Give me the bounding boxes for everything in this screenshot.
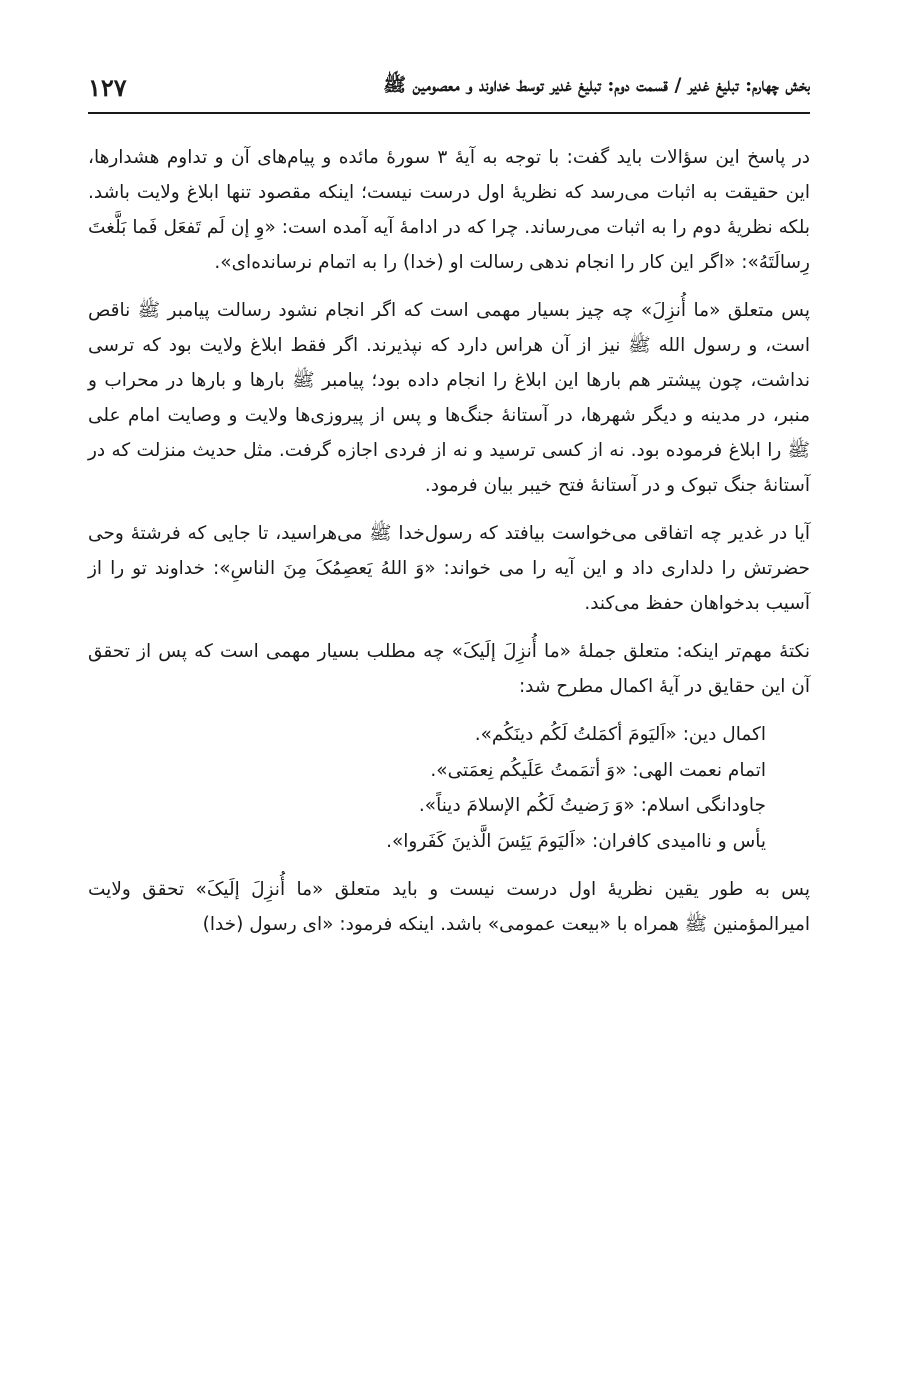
closing-paragraph: پس به طور یقین نظریهٔ اول درست نیست و باید متعلق «ما أُنزِلَ إلَیکَ» تحقق ولایت امیرالمؤمنین ﷺ همراه با «بیعت عمومی» باشد. اینکه فرمود: «ای رسول (خدا) [88,879,810,935]
paragraph: در پاسخ این سؤالات باید گفت: با توجه به آیهٔ ۳ سورهٔ مائده و پیام‌های آن و تداوم هشدارها، این حقیقت به اثبات می‌رسد که نظریهٔ اول درست نیست؛ اینکه مقصود تنها ابلاغ ولایت باشد. بلکه نظریهٔ دوم را به اثبات می‌رساند. چرا که در ادامهٔ آیه آمده است: «وِ إن لَم تَفعَل فَما بَلَّغتَ رِسالَتَهُ»: «اگر این کار را انجام ندهی رسالت او (خدا) را به اتمام نرسانده‌ای». [88,147,810,273]
verse-item: جاودانگی اسلام: «وَ رَضیتُ لَکُم الإسلامَ دیناً». [418,795,766,816]
paragraph: نکتهٔ مهم‌تر اینکه: متعلق جملهٔ «ما أُنزِلَ إلَیکَ» چه مطلب بسیار مهمی است که پس از تحقق آن این حقایق در آیهٔ اکمال مطرح شد: [88,641,810,697]
verse-list [88,717,810,859]
page-header [88,62,810,114]
paragraph: پس متعلق «ما أُنزِلَ» چه چیز بسیار مهمی است که اگر انجام نشود رسالت پیامبر ﷺ ناقص است، و رسول الله ﷺ نیز از آن هراس دارد که نپذیرند. اگر فقط ابلاغ ولایت بود که ترسی نداشت، چون پیشتر هم بارها این ابلاغ را انجام داده بود؛ پیامبر ﷺ بارها و بارها در محراب و منبر، در مدینه و دیگر شهرها، در آستانهٔ جنگ‌ها و پس از پیروزی‌ها ولایت و وصایت امام علی ﷺ را ابلاغ فرموده بود. نه از کسی ترسید و نه از فردی اجازه گرفت. مثل حدیث منزلت که در آستانهٔ جنگ تبوک و در آستانهٔ فتح خیبر بیان فرمود. [88,300,810,496]
page-number: ۱۲۷ [88,72,127,102]
verse-item: یأس و ناامیدی کافران: «اَلیَومَ یَئِسَ الَّذینَ کَفَروا». [386,830,766,852]
verse-item: اکمال دین: «اَلیَومَ أکمَلتُ لَکُم دینَکُم». [474,724,766,745]
main-text [88,140,810,955]
paragraph: آیا در غدیر چه اتفاقی می‌خواست بیافتد که رسول‌خدا ﷺ می‌هراسید، تا جایی که فرشتهٔ وحی حضرتش را دلداری داد و این آیه را می خواند: «وَ اللهُ یَعصِمُکَ مِنَ الناسِ»: خداوند تو را از آسیب بدخواهان حفظ می‌کند. [88,523,810,614]
running-header-title: بخش چهارم: تبلیغ غدیر / قسمت دوم: تبلیغ غدیر توسط خداوند و معصومین ﷺ [383,74,810,96]
verse-item: اتمام نعمت الهی: «وَ أتمَمتُ عَلَیکُم نِعمَتی». [430,759,766,781]
